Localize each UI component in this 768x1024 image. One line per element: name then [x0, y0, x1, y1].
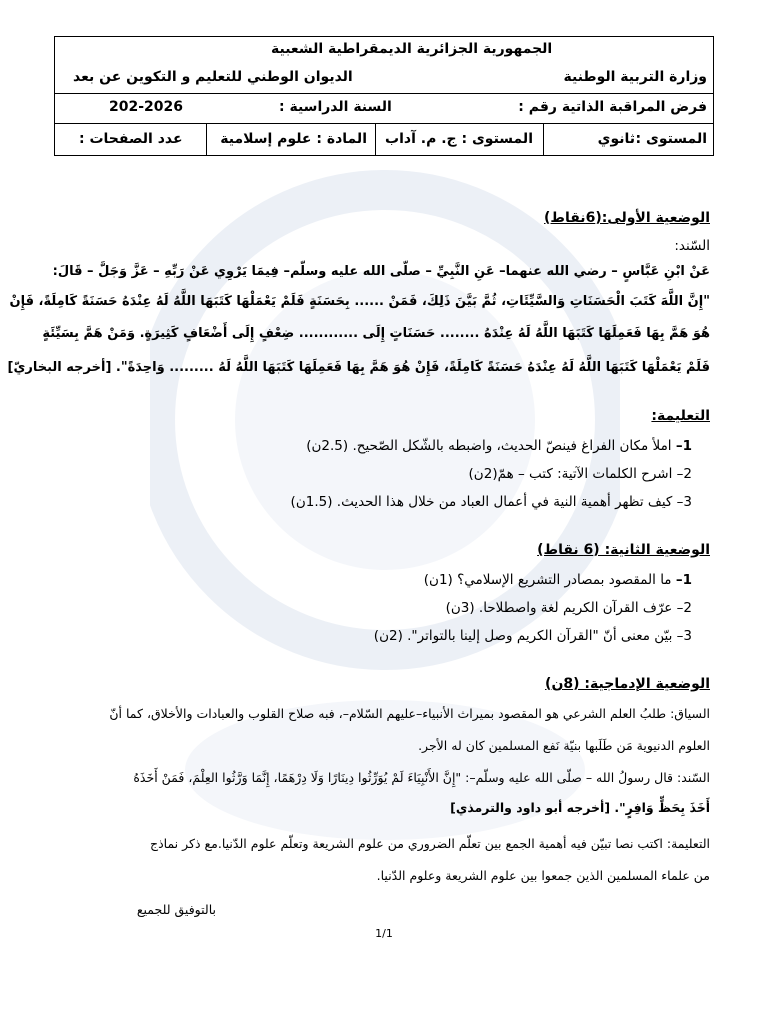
- question-number: 1–: [675, 438, 692, 454]
- instruction-title: التعليمة:: [651, 408, 710, 424]
- office-name: الديوان الوطني للتعليم و التكوين عن بعد: [73, 69, 353, 85]
- instruction-line: التعليمة: اكتب نصا تبيّن فيه أهمية الجمع بين تعلّم الضروري من علوم الشريعة وتعلّم علوم الدّنيا.مع ذكر نماذج: [150, 836, 710, 851]
- school-year-label: السنة الدراسية :: [279, 99, 392, 115]
- hadith-line: هُوَ هَمَّ بِهَا فَعَمِلَهَا كَتَبَهَا اللَّهُ لَهُ عِنْدَهُ ........ حَسَنَاتٍ إِلَى ............ ضِعْفٍ إِلَى أَضْعَافٍ كَثِيرَةٍ. وَمَنْ هَمَّ بِسَيِّئَةٍ: [42, 326, 710, 341]
- subject-label: المادة : علوم إسلامية: [220, 131, 367, 147]
- republic-title: الجمهورية الجزائرية الديمقراطية الشعبية: [271, 41, 553, 57]
- sanad-line: أَخَذَ بِحَظٍّ وَافِرٍ". [أخرجه أبو داود والترمذي]: [450, 800, 710, 815]
- question-2: 2– اشرح الكلمات الآتية: كتب – همّ(2ن): [468, 466, 692, 482]
- header-divider: [55, 93, 713, 94]
- question-1: [424, 572, 692, 588]
- question-3: 3– كيف تظهر أهمية النية في أعمال العباد من خلال هذا الحديث. (1.5ن): [290, 494, 692, 510]
- section-one-title: الوضعية الأولى:(6نقاط): [544, 210, 710, 226]
- instruction-line: من علماء المسلمين الذين جمعوا بين علوم الشريعة وعلوم الدّنيا.: [376, 868, 710, 883]
- question-text: ما المقصود بمصادر التشريع الإسلامي؟ (1ن): [423, 572, 676, 588]
- sanad-line: السّند: قال رسولُ الله – صلّى الله عليه وسلّم–: "إِنَّ الأَنْبِيَاءَ لَمْ يُوَرِّثُوا دِينَارًا وَلَا دِرْهَمًا، إِنَّمَا وَرَّثُوا العِلْمَ، فَمَنْ أَخَذَهُ: [133, 770, 710, 785]
- hadith-line: "إِنَّ اللَّهَ كَتَبَ الْحَسَنَاتِ وَالسَّيِّئَاتِ، ثُمَّ بَيَّنَ ذَلِكَ، فَمَنْ ...... بِحَسَنَةٍ فَلَمْ يَعْمَلْهَا كَتَبَهَا اللَّهُ لَهُ عِنْدَهُ حَسَنَةً كَامِلَةً، فَإِنْ: [9, 294, 710, 309]
- hadith-line: عَنْ ابْنِ عَبَّاسٍ – رضي الله عنهما– عَنِ النَّبِيِّ – صلّى الله عليه وسلّم– فِيمَا يَرْوِي عَنْ رَبِّهِ – عَزَّ وَجَلَّ – قَالَ:: [52, 264, 710, 279]
- sanad-label: السّند:: [674, 238, 710, 254]
- section-two-title: الوضعية الثانية: (6 نقاط): [537, 542, 710, 558]
- question-number: 1–: [675, 572, 692, 588]
- context-line: السياق: طلبُ العلم الشرعي هو المقصود بميراث الأنبياء–عليهم السّلام–، فبه صلاح القلوب والعبادات والأخلاق، كما أنّ: [109, 706, 710, 721]
- level-label: المستوى :: [635, 131, 707, 147]
- school-year-value: 202-2026: [109, 99, 183, 115]
- header-divider: [55, 123, 713, 124]
- cell-separator: [375, 124, 376, 156]
- question-text: املأ مكان الفراغ فينصّ الحديث، واضبطه بالشّكل الصّحيح. (2.5ن): [306, 438, 676, 454]
- question-1: [306, 438, 692, 454]
- exam-header: [54, 36, 714, 156]
- context-line: العلوم الدنيوية مَن طَلَبها بنيّة نَفع المسلمين كان له الأجر.: [418, 738, 710, 753]
- cell-separator: [543, 124, 544, 156]
- pages-label: عدد الصفحات :: [79, 131, 183, 147]
- closing-wish: بالتوفيق للجميع: [136, 902, 216, 917]
- page-number: 1/1: [375, 927, 393, 940]
- question-2: 2– عرّف القرآن الكريم لغة واصطلاحا. (3ن): [445, 600, 692, 616]
- ministry-name: وزارة التربية الوطنية: [563, 69, 707, 85]
- stream-label: المستوى : ج. م. آداب: [385, 131, 533, 147]
- level-value: ثانوي: [597, 131, 635, 147]
- exam-label: فرض المراقبة الذاتية رقم :: [518, 99, 707, 115]
- cell-separator: [206, 124, 207, 156]
- section-three-title: الوضعية الإدماجية: (8ن): [545, 676, 710, 692]
- hadith-line: فَلَمْ يَعْمَلْهَا كَتَبَهَا اللَّهُ لَهُ عِنْدَهُ حَسَنَةً كَامِلَةً، فَإِنْ هُوَ هَمَّ بِهَا فَعَمِلَهَا كَتَبَهَا اللَّهُ لَهُ ......... وَاحِدَةً". [أخرجه البخاريّ]: [7, 360, 710, 375]
- question-3: 3– بيّن معنى أنّ "القرآن الكريم وصل إلينا بالتواتر". (2ن): [373, 628, 692, 644]
